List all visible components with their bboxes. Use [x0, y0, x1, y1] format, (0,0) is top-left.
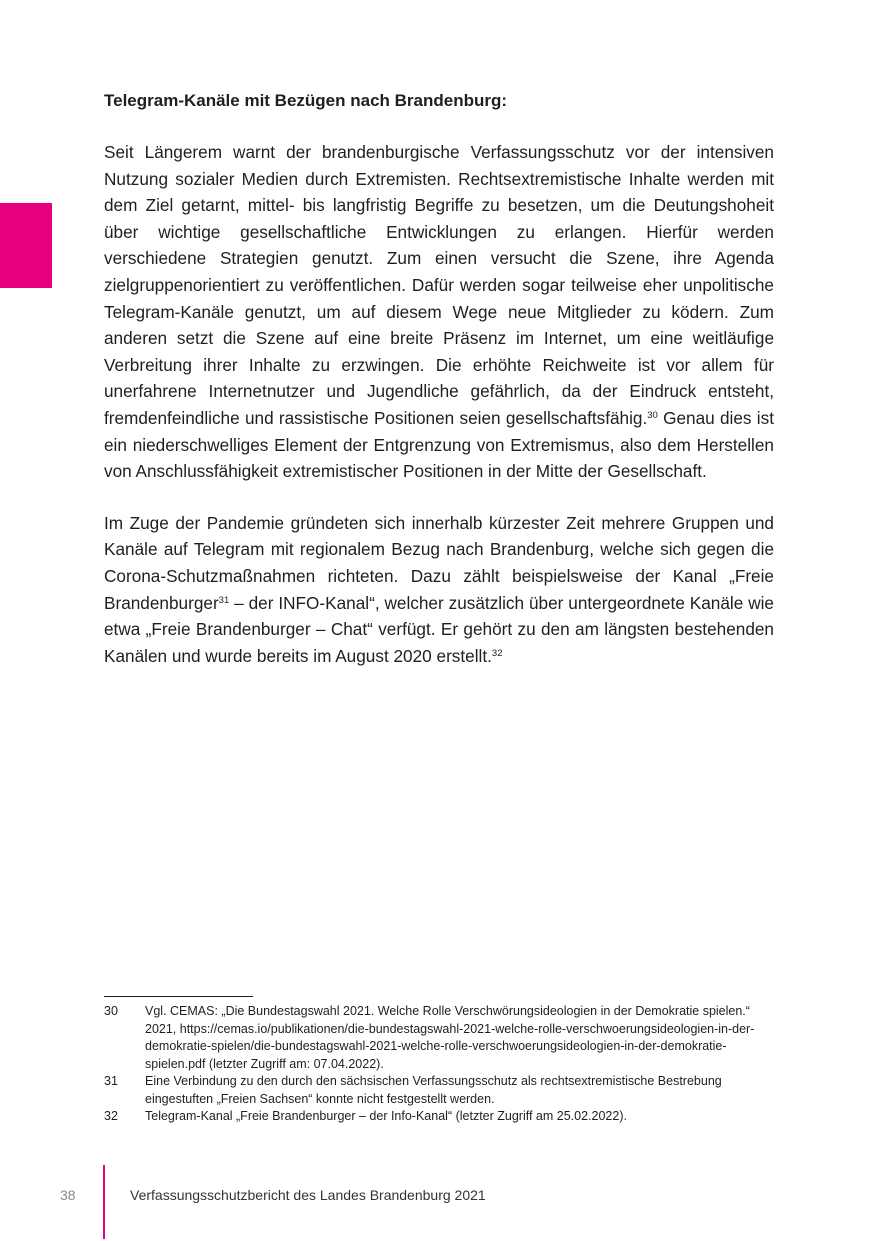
- footnote-item: [104, 1073, 764, 1108]
- paragraph-2-text: Im Zuge der Pandemie gründeten sich innerhalb kürzester Zeit mehrere Gruppen und Kanäle auf Telegram mit regionalem Bezug nach Brandenburg, welche sich gegen die Corona-Schutzmaßnahmen richteten. Dazu zählt beispielsweise der Kanal „Freie Brandenburger: [104, 512, 774, 613]
- paragraph-2: [104, 510, 774, 670]
- footnote-ref-30[interactable]: 30: [647, 409, 658, 421]
- chapter-accent-tab: [0, 203, 52, 288]
- paragraph-1: [104, 139, 774, 485]
- footnote-number: 30: [104, 1004, 118, 1018]
- footnote-text: Eine Verbindung zu den durch den sächsischen Verfassungsschutz als rechtsextremistische Bestrebung eingestuften „Freien Sachsen“ konnte nicht festgestellt werden.: [145, 1074, 722, 1106]
- page-number: 38: [60, 1187, 76, 1203]
- footnote-divider: [104, 996, 253, 997]
- section-heading: Telegram-Kanäle mit Bezügen nach Brandenburg:: [104, 91, 508, 110]
- footer-divider: [103, 1165, 105, 1239]
- footnote-number: 32: [104, 1109, 118, 1123]
- paragraph-2-text-cont: – der INFO-Kanal“, welcher zusätzlich über untergeordnete Kanäle wie etwa „Freie Brandenburger – Chat“ verfügt. Er gehört zu den am längsten bestehenden Kanälen und wurde bereits im August 2020 erstellt.: [104, 592, 774, 666]
- footnote-ref-31[interactable]: 31: [218, 594, 230, 606]
- paragraph-1-text: Seit Längerem warnt der brandenburgische Verfassungsschutz vor der intensiven Nutzung sozialer Medien durch Extremisten. Rechtsextremistische Inhalte werden mit dem Ziel getarnt, mittel- bis langfristig Begriffe zu besetzen, um die Deutungshoheit über wichtige gesellschaftliche Entwicklungen zu erlangen. Hierfür werden verschiedene Strategien genutzt. Zum einen versucht die Szene, ihre Agenda zielgruppenorientiert zu veröffentlichen. Dafür werden sogar teilweise eher unpolitische Telegram-Kanäle genutzt, um auf diesem Wege neue Mitglieder zu ködern. Zum anderen setzt die Szene auf eine breite Präsenz im Internet, um eine weitläufige Verbreitung ihrer Inhalte zu erzwingen. Die erhöhte Reichweite ist vor allem für unerfahrene Internetnutzer und Jugendliche gefährlich, da der Eindruck entsteht, fremdenfeindliche und rassistische Positionen seien gesellschaftsfähig.: [104, 142, 774, 428]
- paragraph-1-text-cont: Genau dies ist ein niederschwelliges Element der Entgrenzung von Extremismus, also dem Herstellen von Anschlussfähigkeit extremistischer Positionen in der Mitte der Gesellschaft.: [104, 407, 774, 482]
- main-content: [104, 88, 774, 694]
- footnote-item: [104, 1108, 764, 1126]
- footnote-text: Vgl. CEMAS: „Die Bundestagswahl 2021. Welche Rolle Verschwörungsideologien in der Demokratie spielen.“ 2021, https://cemas.io/publikationen/die-bundestagswahl-2021-welche-rolle-verschwoerungsideologien-in-der-demokratie-spielen/die-bundestagswahl-2021-welche-rolle-verschwoerungsideologien-in-der-demokratie-spielen.pdf (letzter Zugriff am: 07.04.2022).: [145, 1004, 755, 1071]
- footnote-number: 31: [104, 1074, 118, 1088]
- footnotes: [104, 1003, 764, 1126]
- footnote-item: [104, 1003, 764, 1073]
- footnote-text: Telegram-Kanal „Freie Brandenburger – der Info-Kanal“ (letzter Zugriff am 25.02.2022).: [145, 1109, 627, 1123]
- footer-title: Verfassungsschutzbericht des Landes Brandenburg 2021: [130, 1187, 486, 1203]
- footnote-ref-32[interactable]: 32: [491, 647, 503, 659]
